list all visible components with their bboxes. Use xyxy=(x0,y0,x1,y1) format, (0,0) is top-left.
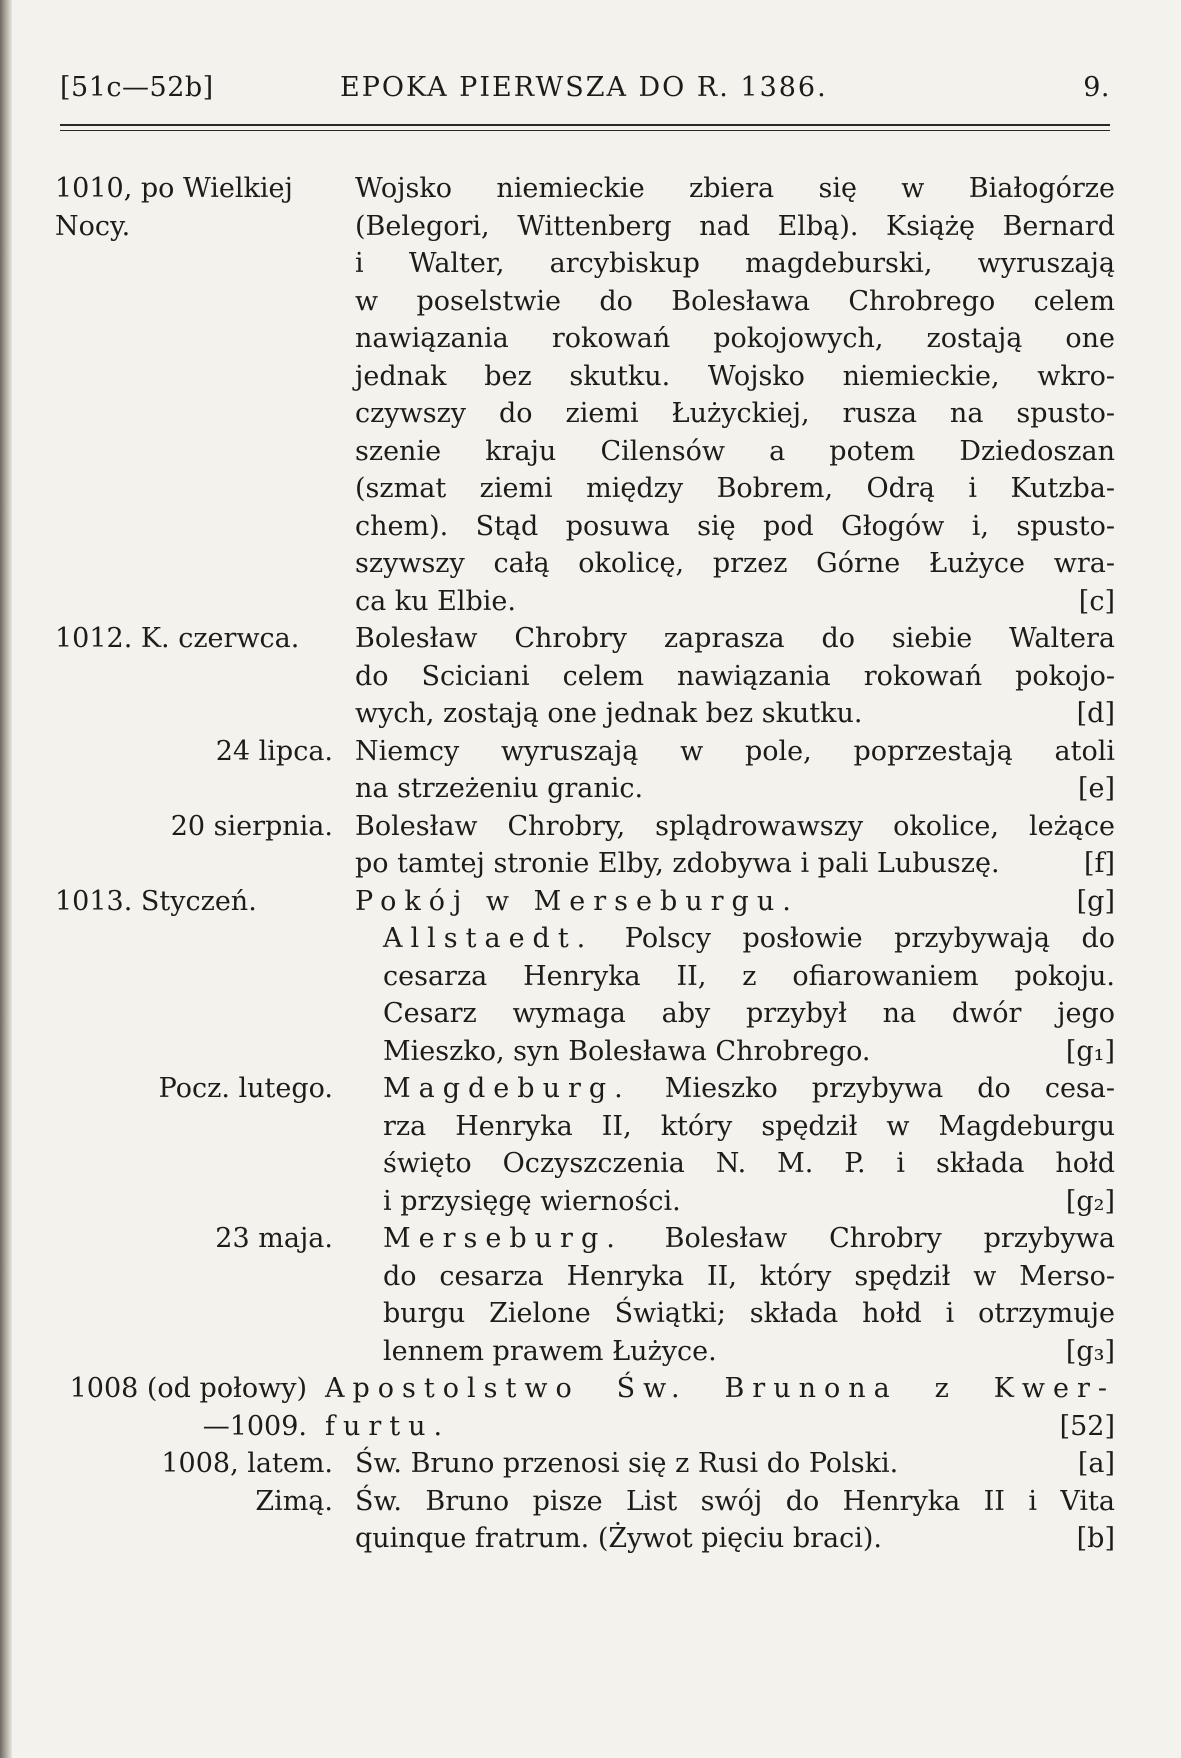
entry-text xyxy=(355,1483,1115,1558)
text-line-last xyxy=(355,845,1115,883)
text-line: (Belegori, Wittenberg nad Elbą). Książę Bernard xyxy=(355,210,1115,242)
running-title: EPOKA PIERWSZA DO R. 1386. xyxy=(340,72,828,103)
text-line: szywszy całą okolicę, przez Górne Łużyce wra- xyxy=(355,548,1115,579)
entry-text xyxy=(355,620,1115,733)
text-line: (szmat ziemi między Bobrem, Odrą i Kutzba- xyxy=(355,473,1115,504)
source-tag: [g] xyxy=(1076,885,1115,917)
entry-date: 24 lipca. xyxy=(215,735,333,767)
text-line: Cesarz wymaga aby przybył na dwór jego xyxy=(383,998,1115,1029)
text-line: do cesarza Henryka II, który spędził w Merso- xyxy=(383,1260,1115,1292)
text-line: rza Henryka II, który spędził w Magdeburgu xyxy=(383,1110,1115,1142)
text-line-last xyxy=(383,1333,1115,1371)
last-line-text: po tamtej stronie Elby, zdobywa i pali Lubuszę. xyxy=(355,848,1000,879)
chronology-entry xyxy=(55,1070,1115,1220)
entry-date xyxy=(55,920,355,1070)
source-tag: [g₁] xyxy=(1065,1035,1115,1067)
apostolstwo-heading xyxy=(55,1370,1115,1445)
text-line: Bolesław Chrobry zaprasza do siebie Waltera xyxy=(355,623,1115,654)
entry-text xyxy=(355,733,1115,808)
chronology-entries xyxy=(55,170,1115,1558)
last-line-text: i przysięgę wierności. xyxy=(383,1185,681,1217)
text-line-last xyxy=(355,695,1115,733)
chronology-entry xyxy=(55,1445,1115,1483)
entry-date: 23 maja. xyxy=(215,1223,333,1254)
entry-date: 1008, latem. xyxy=(161,1448,333,1479)
entry-text xyxy=(355,1445,1115,1483)
source-tag: [d] xyxy=(1076,698,1115,729)
entry-text xyxy=(325,1370,1115,1445)
text-line-last xyxy=(355,883,1115,921)
text-line: chem). Stąd posuwa się pod Głogów i, spusto- xyxy=(355,510,1115,542)
text-line: Bolesław Chrobry, splądrowawszy okolice, leżące xyxy=(355,810,1115,842)
entry-date: 1008 (od połowy) —1009. xyxy=(69,1373,307,1442)
text-line: Wojsko niemieckie zbiera się w Białogórze xyxy=(355,173,1115,204)
text-line: Allstaedt. Polscy posłowie przybywają do xyxy=(383,923,1115,954)
text-line: do Sciciani celem nawiązania rokowań pokojo- xyxy=(355,660,1115,692)
text-line: nawiązania rokowań pokojowych, zostają one xyxy=(355,323,1115,354)
section-heading-line xyxy=(325,1408,1115,1446)
entry-text xyxy=(355,170,1115,620)
text-line-last xyxy=(383,1183,1115,1221)
last-line-text: ca ku Elbie. xyxy=(355,585,516,617)
source-tag: [f] xyxy=(1083,848,1115,879)
source-tag: [e] xyxy=(1077,773,1115,804)
section-reference: [51c—52b] xyxy=(60,72,214,103)
last-line-text: na strzeżeniu granic. xyxy=(355,773,644,804)
text-line-last xyxy=(355,1445,1115,1483)
entry-date: 1013. Styczeń. xyxy=(55,885,257,917)
text-line: Św. Bruno pisze List swój do Henryka II i Vita xyxy=(355,1485,1115,1517)
entry-date: 20 sierpnia. xyxy=(170,810,333,842)
spaced-place-name: Magdeburg. xyxy=(383,1073,631,1104)
text-line: w poselstwie do Bolesława Chrobrego celem xyxy=(355,285,1115,317)
chronology-entry xyxy=(55,920,1115,1070)
text-line: jednak bez skutku. Wojsko niemieckie, wkro- xyxy=(355,360,1115,392)
chronology-entry xyxy=(55,883,1115,921)
last-line-text: wych, zostają one jednak bez skutku. xyxy=(355,698,863,729)
spaced-place-name: Merseburg. xyxy=(383,1223,623,1254)
text-line-last xyxy=(355,770,1115,808)
text-line-last xyxy=(383,1033,1115,1071)
text-line: Niemcy wyruszają w pole, poprzestają atoli xyxy=(355,735,1115,767)
text-line: czywszy do ziemi Łużyckiej, rusza na spusto- xyxy=(355,398,1115,429)
text-line: i Walter, arcybiskup magdeburski, wyruszają xyxy=(355,248,1115,279)
entry-text xyxy=(355,920,1115,1070)
text-line: święto Oczyszczenia N. M. P. i składa hołd xyxy=(383,1148,1115,1179)
entry-date: Zimą. xyxy=(255,1485,333,1517)
spaced-place-name: Allstaedt. xyxy=(383,923,594,954)
chronology-entry xyxy=(55,808,1115,883)
text-line-last xyxy=(355,583,1115,621)
chronology-entry xyxy=(55,1220,1115,1370)
text-line: cesarza Henryka II, z ofiarowaniem pokoju. xyxy=(383,960,1115,992)
chronology-entry xyxy=(55,733,1115,808)
page-edge xyxy=(0,0,12,1758)
section-heading-line: Apostolstwo Św. Brunona z Kwer- xyxy=(325,1373,1115,1404)
text-line: szenie kraju Cilensów a potem Dziedoszan xyxy=(355,435,1115,467)
last-line-text: Św. Bruno przenosi się z Rusi do Polski. xyxy=(355,1448,899,1479)
entry-text xyxy=(355,1220,1115,1370)
entry-date: 1012. K. czerwca. xyxy=(55,623,300,654)
entry-text xyxy=(355,883,1115,921)
running-header xyxy=(60,72,1110,112)
entry-text xyxy=(355,808,1115,883)
entry-text xyxy=(355,1070,1115,1220)
section-heading-text: furtu. xyxy=(325,1410,451,1442)
page-number: 9. xyxy=(1083,72,1110,103)
text-line: burgu Zielone Świątki; składa hołd i otrzymuje xyxy=(383,1298,1115,1329)
last-line-text: quinque fratrum. (Żywot pięciu braci). xyxy=(355,1523,882,1554)
source-tag: [52] xyxy=(1059,1410,1115,1442)
entry-date: 1010, po Wielkiej Nocy. xyxy=(55,173,293,242)
last-line-text: lennem prawem Łużyce. xyxy=(383,1335,717,1367)
chronology-entry xyxy=(55,620,1115,733)
source-tag: [c] xyxy=(1078,585,1115,617)
source-tag: [a] xyxy=(1077,1448,1115,1479)
header-rule-top xyxy=(60,124,1110,126)
last-line-text xyxy=(355,883,799,921)
text-line: Magdeburg. Mieszko przybywa do cesa- xyxy=(383,1073,1115,1104)
chronology-entry xyxy=(55,1483,1115,1558)
chronology-entry xyxy=(55,170,1115,620)
last-line-text: Mieszko, syn Bolesława Chrobrego. xyxy=(383,1035,871,1067)
source-tag: [g₃] xyxy=(1065,1335,1115,1367)
text-line-last xyxy=(355,1520,1115,1558)
source-tag: [g₂] xyxy=(1065,1185,1115,1217)
header-rule-bottom xyxy=(60,130,1110,131)
entry-date: Pocz. lutego. xyxy=(158,1073,333,1104)
spaced-place-name: Pokój w Merseburgu. xyxy=(355,885,799,917)
source-tag: [b] xyxy=(1076,1523,1115,1554)
text-line: Merseburg. Bolesław Chrobry przybywa xyxy=(383,1223,1115,1254)
